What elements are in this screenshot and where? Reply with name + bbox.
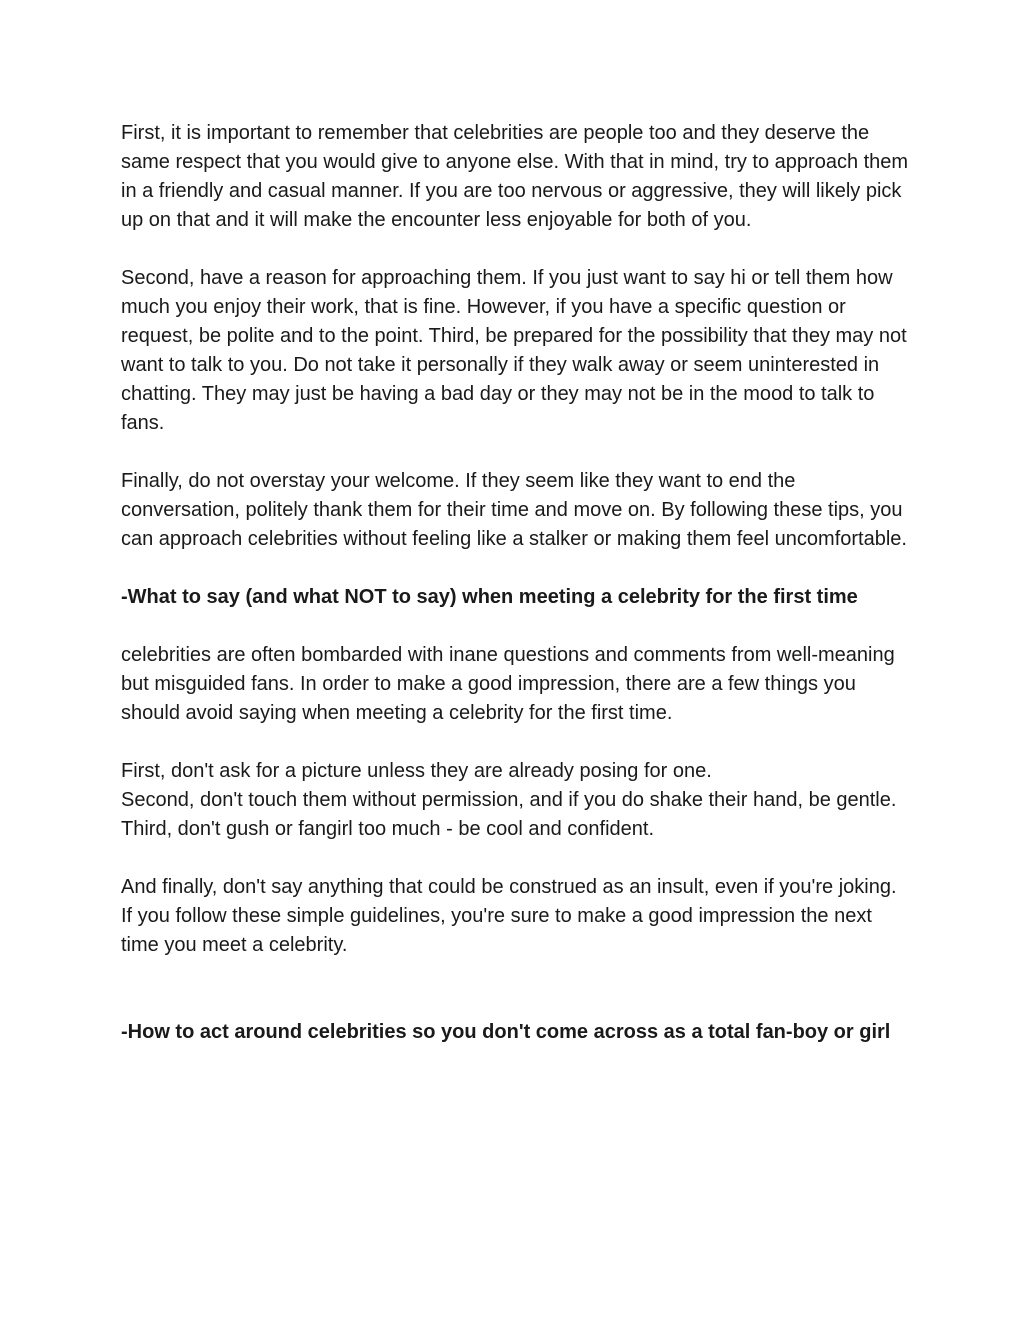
paragraph-respect: First, it is important to remember that celebrities are people too and they deserve the same respect that you would give to anyone else. With that in mind, try to approach them in a friendly and casual manner. If you are too nervous or aggressive, they will likely pick up on that and it will make the encounter less enjoyable for both of you. — [121, 122, 909, 231]
paragraph-picture: First, don't ask for a picture unless they are already posing for one. — [121, 760, 712, 782]
paragraph-touch: Second, don't touch them without permission, and if you do shake their hand, be gentle. Third, don't gush or fangirl too much - be cool and confident. — [121, 789, 897, 840]
paragraph-bombarded: celebrities are often bombarded with inane questions and comments from well-meaning but misguided fans. In order to make a good impression, there are a few things you should avoid saying when meeting a celebrity for the first time. — [121, 644, 895, 724]
paragraph-reason: Second, have a reason for approaching them. If you just want to say hi or tell them how much you enjoy their work, that is fine. However, if you have a specific question or request, be polite and to the point. Third, be prepared for the possibility that they may not want to talk to you. Do not take it personally if they walk away or seem uninterested in chatting. They may just be having a bad day or they may not be in the mood to talk to fans. — [121, 267, 907, 434]
document-page — [121, 119, 911, 1076]
heading-how-to-act: -How to act around celebrities so you don't come across as a total fan-boy or girl — [121, 1021, 891, 1043]
paragraph-welcome: Finally, do not overstay your welcome. If they seem like they want to end the conversation, politely thank them for their time and move on. By following these tips, you can approach celebrities without feeling like a stalker or making them feel uncomfortable. — [121, 470, 907, 550]
paragraph-insult: And finally, don't say anything that could be construed as an insult, even if you're joking. If you follow these simple guidelines, you're sure to make a good impression the next time you meet a celebrity. — [121, 876, 897, 956]
heading-what-to-say: -What to say (and what NOT to say) when meeting a celebrity for the first time — [121, 586, 858, 608]
